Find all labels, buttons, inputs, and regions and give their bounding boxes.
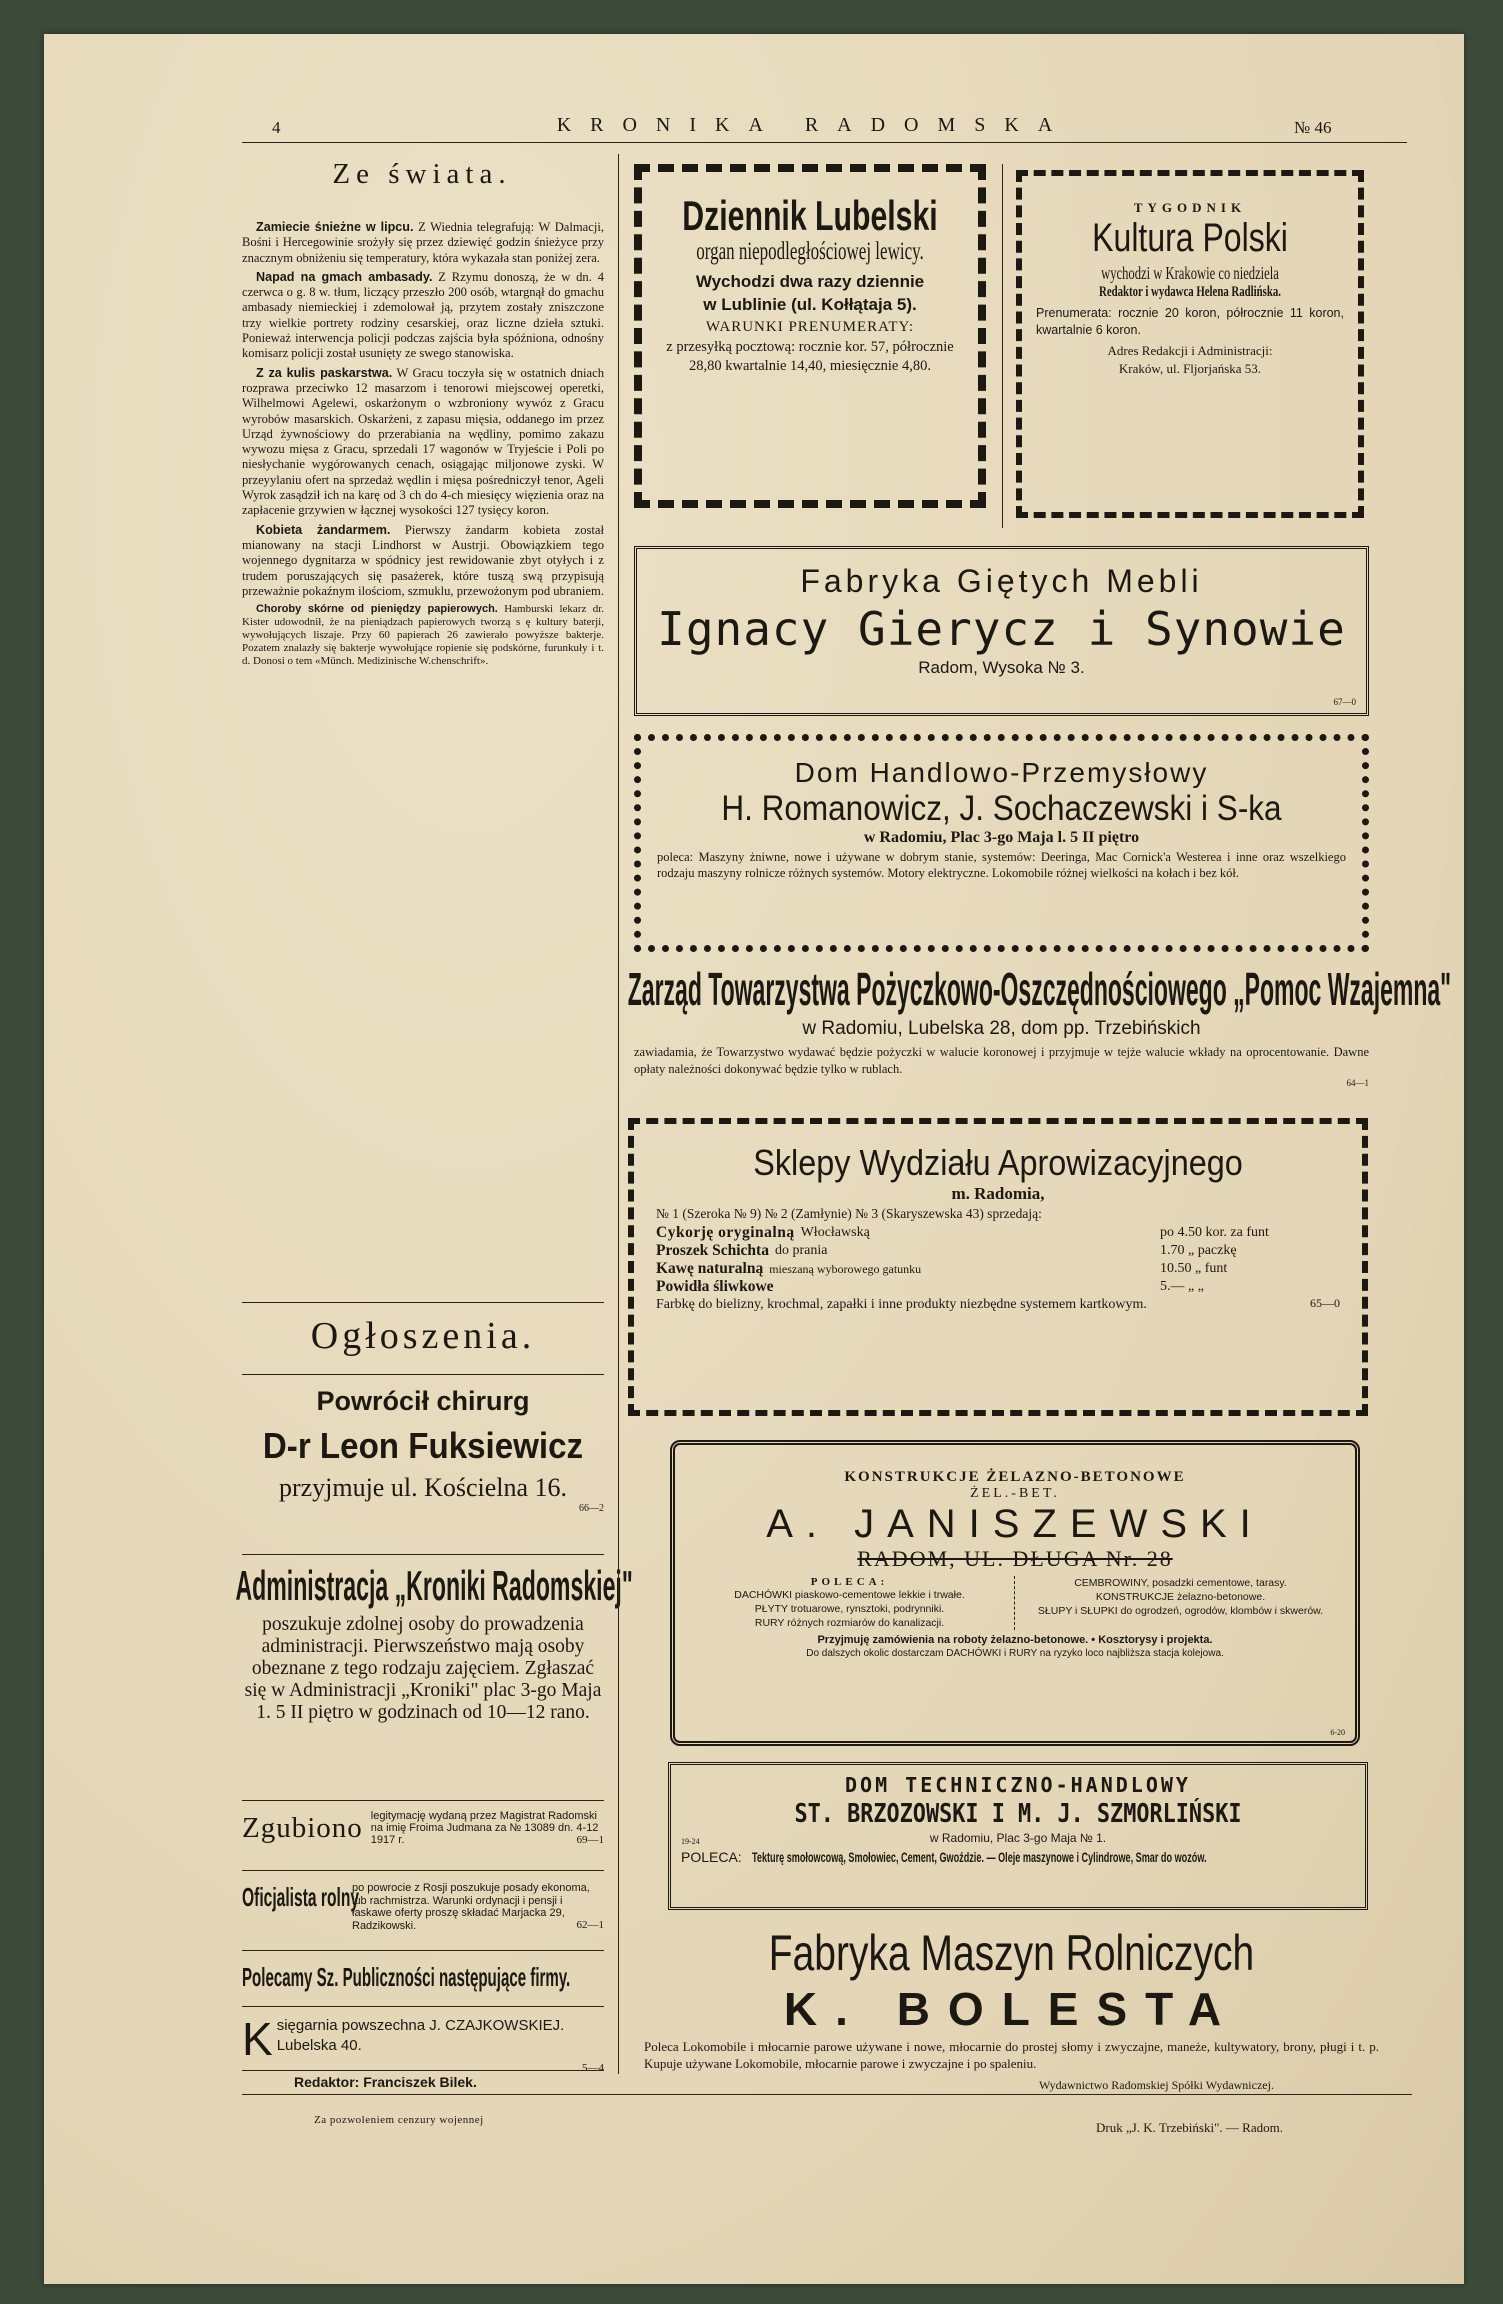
kultura-polski-ad: TYGODNIK Kultura Polski wychodzi w Krakowie co niedziela Redaktor i wydawca Helena Radlińska. Prenumerata: rocznie 20 koron, półrocznie 11 koron, kwartalnie 6 koron. Adres Redakcji i Administracji: Kraków, ul. Fljorjańska 53.: [1016, 170, 1364, 518]
cenzura: Za pozwoleniem cenzury wojennej: [314, 2114, 484, 2126]
divider: [242, 1554, 604, 1555]
wydawnictwo: Wydawnictwo Radomskiej Spółki Wydawniczej.: [1039, 2078, 1274, 2092]
sklepy-item-list: [656, 1224, 1340, 1296]
redaktor: Redaktor: Franciszek Bilek.: [294, 2074, 477, 2090]
news-article: Kobieta żandarmem. Pierwszy żandarm kobieta został mianowany na stacji Lindhorst w Austrji. Obowiązkiem tego wojennego dygnitarza w spódnicy jest rewidowanie zbyt otyłych i z trudem poruszających się pasażerek, które tuszą swą przypisują przeważnie pokaźnym ilościom, szmuklu, przewożonym pod ubraniem.: [242, 522, 604, 598]
footer-rule: [242, 2094, 1412, 2095]
janiszewski-ad: KONSTRUKCJE ŻELAZNO-BETONOWE ŻEL.-BET. A. JANISZEWSKI RADOM, UL. DŁUGA Nr. 28 POLECA: DACHÓWKI piaskowo-cementowe lekkie i trwałe. PŁYTY trotuarowe, rynsztoki, podrynniki. RURY różnych rozmiarów do kanalizacji. CEMBROWINY, posadzki cementowe, tarasy. KONSTRUKCJE żelazno-betonowe. SŁUPY i SŁUPKI do ogrodzeń, ogrodów, klombów i skwerów. Przyjmuję zamówienia na roboty żelazno-betonowe. • Kosztorysy i projekta. Do dalszych okolic dostarczam DACHÓWKI i RURY na ryzyko loco najbliższa stacja kolejowa. 6-20: [670, 1440, 1360, 1746]
polecamy-heading: Polecamy Sz. Publiczności następujące firmy.: [242, 1962, 571, 1992]
divider: [242, 2006, 604, 2007]
zarzad-ad: Zarząd Towarzystwa Pożyczkowo-Oszczędnościowego „Pomoc Wzajemna" w Radomiu, Lubelska 28, dom pp. Trzebińskich zawiadamia, że Towarzystwo wydawać będzie pożyczki w walucie koronowej i przyjmuje w tejże walucie wkłady na oprocentowanie. Dawne opłaty należności dokonywać będzie tylko w rublach. 64—1: [627, 963, 1452, 1088]
sklepy-item: Kawę naturalną mieszaną wyborowego gatunku 10.50 „ funt: [656, 1260, 1228, 1277]
janiszewski-columns: POLECA: DACHÓWKI piaskowo-cementowe lekkie i trwałe. PŁYTY trotuarowe, rynsztoki, podrynniki. RURY różnych rozmiarów do kanalizacji. CEMBROWINY, posadzki cementowe, tarasy. KONSTRUKCJE żelazno-betonowe. SŁUPY i SŁUPKI do ogrodzeń, ogrodów, klombów i skwerów.: [693, 1576, 1337, 1630]
issue-number: № 46: [1294, 118, 1332, 137]
bolesta-ad: Fabryka Maszyn Rolniczych K. BOLESTA Poleca Lokomobile i młocarnie parowe używane i nowe, młocarnie do prostej słomy i zwyczajne, maneże, kultywatory, brony, pługi i t. p. Kupuje używane Lokomobile, młocarnie parowe i zwyczajne i po spaleniu.: [644, 1925, 1379, 2071]
zgubiono-ad: Zgubiono legitymację wydaną przez Magistrat Radomski na imię Froima Judmana za № 13089 dn. 4-12 1917 r. 69—1: [242, 1810, 604, 1846]
news-articles: [242, 220, 604, 672]
column-rule: [618, 154, 619, 2074]
divider: [242, 1302, 604, 1303]
newspaper-page: [44, 34, 1464, 2284]
janiszewski-left-item: RURY różnych rozmiarów do kanalizacji.: [754, 1617, 945, 1629]
dom-handlowy-ad: Dom Handlowo-Przemysłowy H. Romanowicz, J. Sochaczewski i S-ka w Radomiu, Plac 3-go Maja l. 5 II piętro poleca: Maszyny żniwne, nowe i używane w dobrym stanie, systemów: Deeringa, Mac Cornick'a Westerea i inne oraz wszelkiego rodzaju maszyny rolnicze różnych systemów. Motory elektryczne. Lokomobile różnej wielkości na kołach i bez kół.: [634, 734, 1369, 952]
section-title: Ze świata.: [332, 158, 512, 190]
fuksiewicz-ad: Powrócił chirurg D-r Leon Fuksiewicz przyjmuje ul. Kościelna 16. 66—2: [262, 1386, 604, 1514]
column-rule: [1002, 164, 1003, 528]
sklepy-item: Proszek Schichta do prania 1.70 „ paczkę: [656, 1242, 1237, 1259]
page-number: 4: [272, 118, 281, 137]
header-rule: [242, 142, 1407, 143]
divider: [242, 1950, 604, 1951]
janiszewski-right-item: KONSTRUKCJE żelazno-betonowe.: [1095, 1591, 1266, 1603]
sklepy-item: Powidła śliwkowe 5.— „ „: [656, 1278, 1204, 1295]
news-article: Zamiecie śnieżne w lipcu. Z Wiednia telegrafują: W Dalmacji, Bośni i Hercegowinie srożyły się przez dziewięć godzin śnieżyce przy znacznym obniżeniu się temperatury, która wykazała stan poniżej zera.: [242, 220, 604, 265]
dziennik-lubelski-ad: Dziennik Lubelski organ niepodległościowej lewicy. Wychodzi dwa razy dziennie w Lublinie (ul. Kołłątaja 5). WARUNKI PRENUMERATY: z przesyłką pocztową: rocznie kor. 57, półrocznie 28,80 kwartalnie 14,40, miesięcznie 4,80.: [634, 164, 986, 508]
janiszewski-left-item: DACHÓWKI piaskowo-cementowe lekkie i trwałe.: [734, 1589, 965, 1601]
janiszewski-left-item: PŁYTY trotuarowe, rynsztoki, podrynniki.: [754, 1603, 945, 1615]
news-article: Z za kulis paskarstwa. W Gracu toczyła się w ostatnich dniach rozprawa przeciwko 12 masarzom i tenorowi miejscowej operetki, Wilhelmowi Agelewi, oskarżonym o wzbroniony wywóz z Gracu wyrobów masarskich. Oskarżeni, z zapasu mięsia, oddanego im przez Urząd żywnościowy do przerabiania na wędliny, pomimo zakazu wywozu mięsa z Gracu, sprzedali 17 wagonów w Tryjeście i Poli po niesłychanie wygórowanych cenach, osiągając miljonowe zyski. W przeyylaniu ofert na sprzedaż wędlin i mięsa pośredniczył tenor, Ageli Wyrok zasądził ich na karę od 3 ch do 4-ch miesięcy więzienia oraz na zapłacenie grzywien w łącznej wysokości 127 tysięcy koron.: [242, 365, 605, 518]
dom-techniczny-ad: DOM TECHNICZNO-HANDLOWY ST. BRZOZOWSKI I M. J. SZMORLIŃSKI 19-24 w Radomiu, Plac 3-go Maja № 1. POLECA: Tekturę smołowcową, Smołowiec, Cement, Gwoździe. — Oleje maszynowe i Cylindrowe, Smar do wozów.: [668, 1762, 1368, 1910]
news-article: Napad na gmach ambasady. Z Rzymu donoszą, że w dn. 4 czerwca o g. 8 w. tłum, liczący przeszło 200 osób, wtargnął do gmachu ambasady niemieckiej i zdemolował ją, przytem zostały zniszczone trzy wielkie portrety rodziny cesarskiej, oraz liczne dzieła sztuki. Ponieważ interwencja policji podczas zajścia była spóźniona, odnośny komisarz policji został usunięty ze swego stanowiska.: [242, 269, 604, 361]
ksiegarnia-ad: K sięgarnia powszechna J. CZAJKOWSKIEJ. Lubelska 40. 5—4: [242, 2013, 604, 2074]
janiszewski-right-item: SŁUPY i SŁUPKI do ogrodzeń, ogrodów, klombów i skwerów.: [1037, 1605, 1324, 1617]
fabryka-mebli-ad: Fabryka Giętych Mebli Ignacy Gierycz i Synowie Radom, Wysoka № 3. 67—0: [634, 546, 1369, 716]
divider: [242, 1870, 604, 1871]
divider: [242, 1800, 604, 1801]
janiszewski-right-item: CEMBROWINY, posadzki cementowe, tarasy.: [1074, 1577, 1287, 1589]
masthead: KRONIKA RADOMSKA: [556, 114, 1072, 136]
ogloszenia-title: Ogłoszenia.: [310, 1315, 536, 1357]
administracja-ad: Administracja „Kroniki Radomskiej" poszukuje zdolnej osoby do prowadzenia administracji. Pierwszeństwo mają osoby obeznane z tego rodzaju zajęciem. Zgłaszać się w Administracji „Kroniki" plac 3-go Maja 1. 5 II piętro w godzinach od 10—12 rano.: [235, 1562, 633, 1723]
sklepy-ad: Sklepy Wydziału Aprowizacyjnego m. Radomia, № 1 (Szeroka № 9) № 2 (Zamłynie) № 3 (Skaryszewska 43) sprzedają: Cykorję oryginalną Włocławską po 4.50 kor. za funt Proszek Schichta do prania 1.70 „ paczkę Kawę naturalną mieszaną wyborowego gatunku 10.50 „ funt Powidła śliwkowe 5.— „ „ Farbkę do bielizny, krochmal, zapałki i inne produkty niezbędne systemem kartkowym. 65—0: [628, 1118, 1368, 1416]
news-article: Choroby skórne od pieniędzy papierowych. Hamburski lekarz dr. Kister udowodnił, że na pieniądzach papierowych tworzą s ę kultury baterji, wywołujących liszaje. Przy 60 papierach 26 zawierało powyższe bakterje. Pozatem znalazły się bakterje wywołujące ropienie się podskórne, furunkuły i t. d. Donosi o tem «Münch. Medizinische W.chenschrift».: [242, 603, 605, 668]
druk: Druk „J. K. Trzebiński". — Radom.: [1096, 2120, 1283, 2135]
divider: [242, 2070, 604, 2071]
sklepy-item: Cykorję oryginalną Włocławską po 4.50 kor. za funt: [656, 1224, 1269, 1241]
divider: [242, 1374, 604, 1375]
oficjalista-ad: Oficjalista rolny po powrocie z Rosji poszukuje posady ekonoma, lub rachmistrza. Warunki ordynacji i pensji i łaskawe oferty proszę składać Marjacka 29, Radzikowski. 62—1: [242, 1882, 604, 1932]
